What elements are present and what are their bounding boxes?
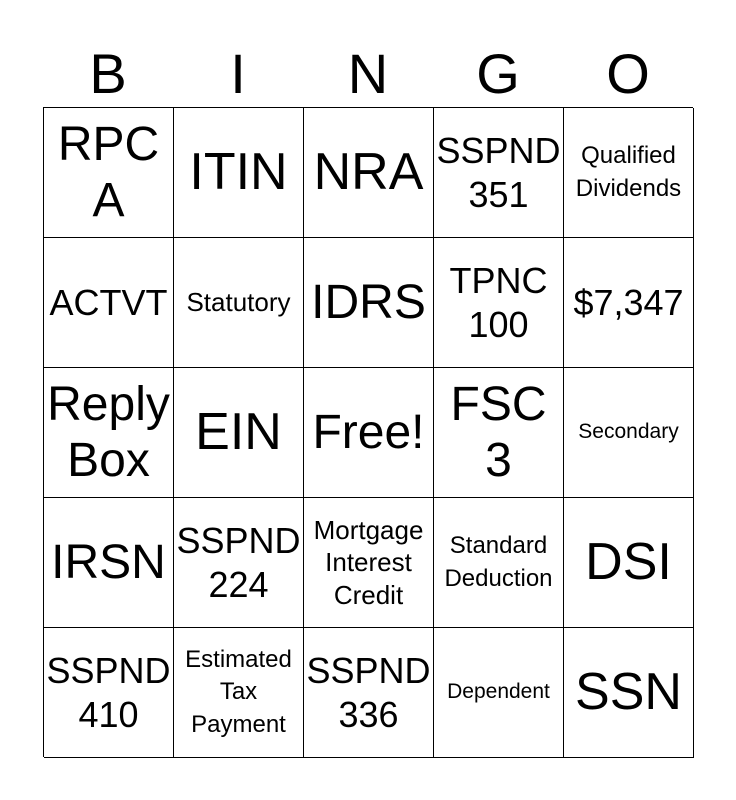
bingo-cell[interactable] <box>304 498 434 628</box>
cell-text: Dependent <box>447 680 550 704</box>
cell-text: EIN <box>195 403 282 462</box>
bingo-cell[interactable] <box>174 108 304 238</box>
cell-text: ACTVT <box>49 281 168 323</box>
bingo-cell[interactable] <box>304 628 434 758</box>
cell-text: Mortgage Interest Credit <box>313 514 424 610</box>
cell-text: Reply Box <box>47 378 170 487</box>
free-space-text: Free! <box>312 405 425 459</box>
cell-text: NRA <box>313 143 424 202</box>
bingo-cell[interactable] <box>44 368 174 498</box>
cell-text: SSPND 336 <box>306 649 431 735</box>
bingo-board <box>43 107 693 757</box>
cell-text: SSPND 410 <box>46 649 171 735</box>
bingo-cell[interactable] <box>434 628 564 758</box>
cell-text: SSN <box>575 663 682 722</box>
cell-text: SSPND 224 <box>176 519 301 605</box>
bingo-cell[interactable] <box>44 498 174 628</box>
bingo-cell[interactable] <box>564 628 694 758</box>
bingo-cell[interactable] <box>44 108 174 238</box>
cell-text: IDRS <box>311 275 426 329</box>
bingo-cell[interactable] <box>44 628 174 758</box>
bingo-cell[interactable] <box>564 108 694 238</box>
cell-text: DSI <box>585 533 672 592</box>
header-letter-n: N <box>347 42 389 105</box>
bingo-cell[interactable] <box>174 238 304 368</box>
cell-text: Statutory <box>186 287 291 318</box>
bingo-cell[interactable] <box>304 238 434 368</box>
bingo-cell[interactable] <box>434 108 564 238</box>
bingo-header <box>43 40 693 108</box>
bingo-cell[interactable] <box>564 238 694 368</box>
cell-text: Estimated Tax Payment <box>185 645 292 738</box>
cell-text: RPC A <box>57 118 160 227</box>
cell-text: ITIN <box>189 143 288 202</box>
cell-text: TPNC 100 <box>449 259 548 345</box>
bingo-cell[interactable] <box>44 238 174 368</box>
cell-text: Qualified Dividends <box>575 142 682 202</box>
bingo-cell[interactable] <box>434 368 564 498</box>
cell-text: SSPND 351 <box>436 129 561 215</box>
bingo-cell[interactable] <box>174 628 304 758</box>
bingo-cell[interactable] <box>304 108 434 238</box>
bingo-cell[interactable] <box>434 498 564 628</box>
cell-text: FSC 3 <box>450 378 547 487</box>
bingo-cell[interactable] <box>174 498 304 628</box>
header-letter-o: O <box>606 42 650 105</box>
bingo-cell[interactable] <box>174 368 304 498</box>
cell-text: IRSN <box>51 535 166 589</box>
cell-text: Standard Deduction <box>444 532 553 592</box>
header-letter-g: G <box>476 42 520 105</box>
free-space-cell[interactable] <box>304 368 434 498</box>
bingo-cell[interactable] <box>434 238 564 368</box>
header-letter-b: B <box>89 42 127 105</box>
cell-text: $7,347 <box>573 281 684 323</box>
bingo-cell[interactable] <box>564 498 694 628</box>
cell-text: Secondary <box>578 420 679 444</box>
bingo-cell[interactable] <box>564 368 694 498</box>
header-letter-i: I <box>230 42 246 105</box>
